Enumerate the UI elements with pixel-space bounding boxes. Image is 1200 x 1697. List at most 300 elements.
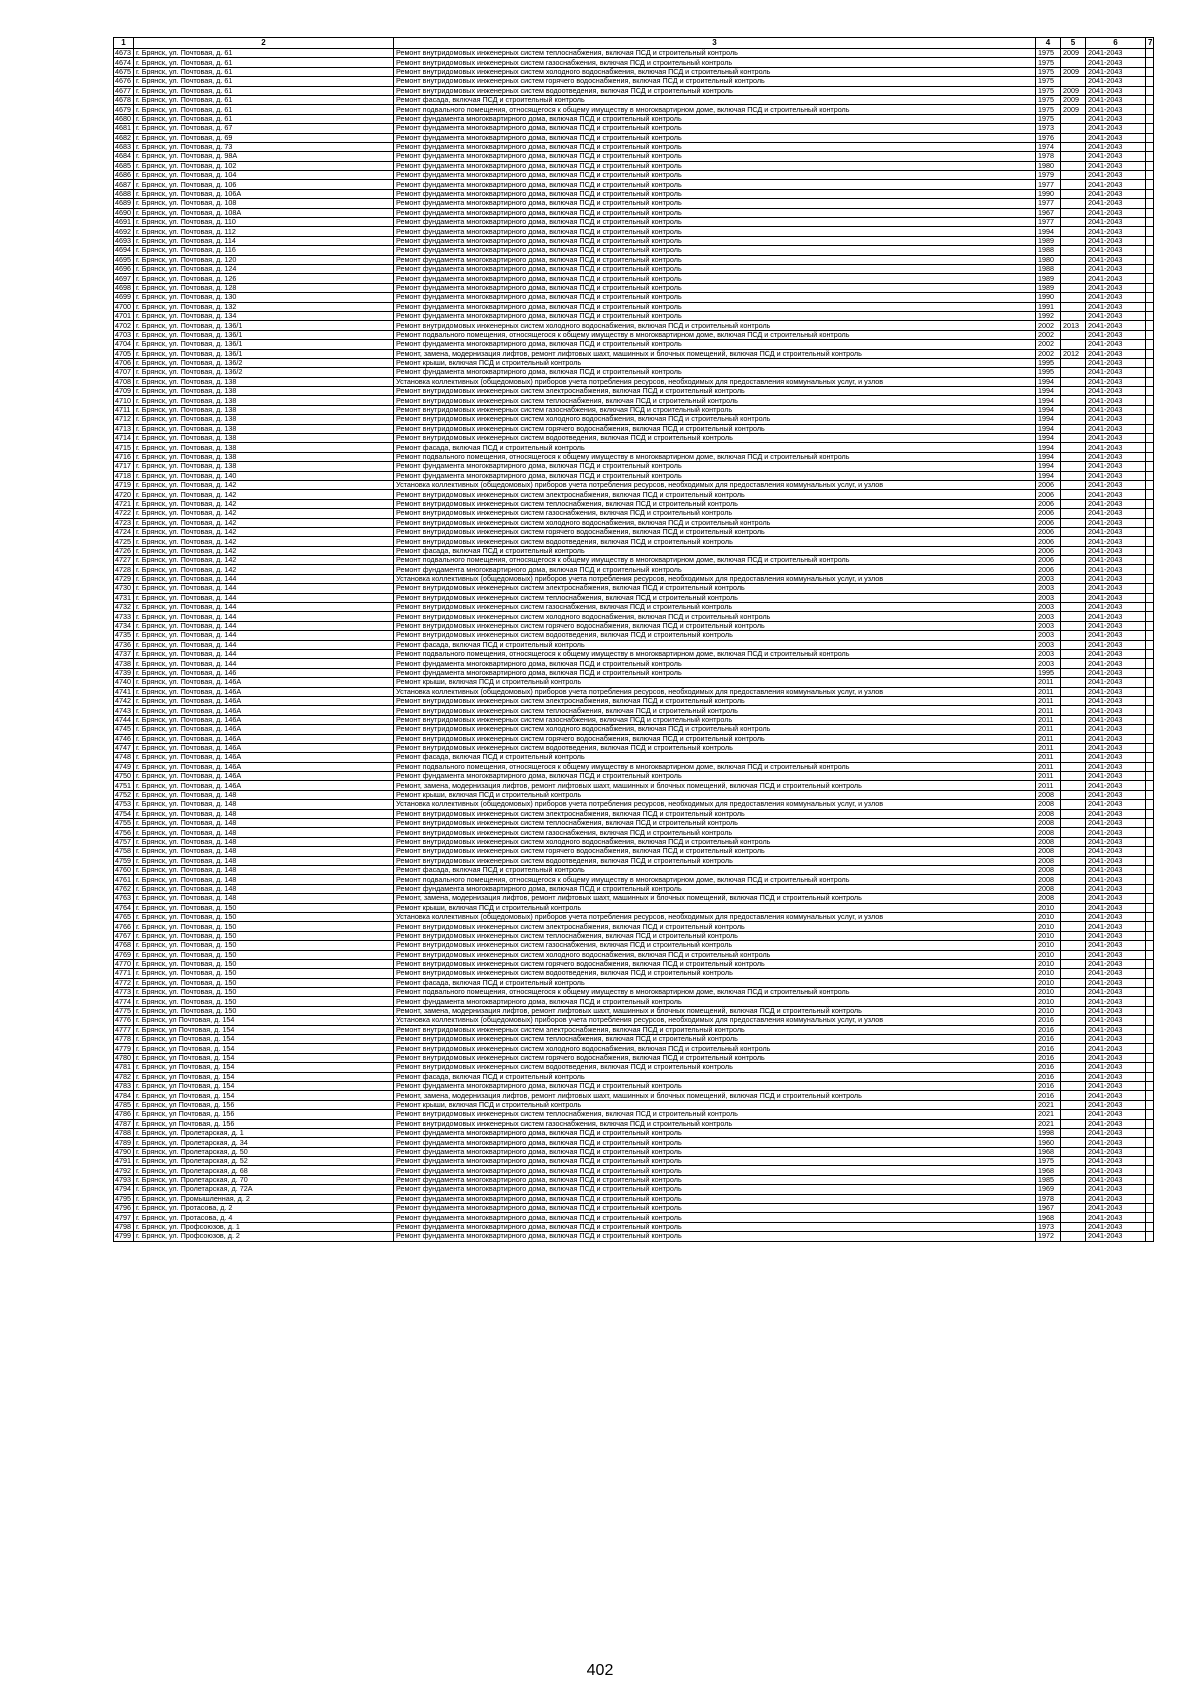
cell-planned-period: 2041-2043 bbox=[1086, 180, 1146, 189]
cell-note bbox=[1146, 396, 1154, 405]
cell-year-last-repair bbox=[1061, 77, 1086, 86]
cell-year-built: 1995 bbox=[1036, 368, 1061, 377]
cell-work-type: Ремонт фундамента многоквартирного дома, включая ПСД и строительный контроль bbox=[394, 180, 1036, 189]
cell-row-number: 4702 bbox=[114, 321, 134, 330]
cell-address: г. Брянск, ул. Почтовая, д. 126 bbox=[134, 274, 394, 283]
cell-note bbox=[1146, 349, 1154, 358]
cell-address: г. Брянск, ул. Почтовая, д. 144 bbox=[134, 659, 394, 668]
cell-year-built: 2010 bbox=[1036, 950, 1061, 959]
table-row bbox=[114, 941, 1154, 950]
cell-row-number: 4784 bbox=[114, 1091, 134, 1100]
cell-row-number: 4674 bbox=[114, 58, 134, 67]
cell-year-last-repair bbox=[1061, 969, 1086, 978]
cell-work-type: Ремонт крыши, включая ПСД и строительный контроль bbox=[394, 790, 1036, 799]
table-row bbox=[114, 368, 1154, 377]
cell-work-type: Ремонт внутридомовых инженерных систем холодного водоснабжения, включая ПСД и строительный контроль bbox=[394, 67, 1036, 76]
cell-planned-period: 2041-2043 bbox=[1086, 264, 1146, 273]
table-row bbox=[114, 255, 1154, 264]
cell-note bbox=[1146, 696, 1154, 705]
cell-work-type: Ремонт фундамента многоквартирного дома, включая ПСД и строительный контроль bbox=[394, 152, 1036, 161]
table-row bbox=[114, 180, 1154, 189]
cell-row-number: 4738 bbox=[114, 659, 134, 668]
cell-row-number: 4736 bbox=[114, 640, 134, 649]
cell-year-built: 2016 bbox=[1036, 1081, 1061, 1090]
cell-planned-period: 2041-2043 bbox=[1086, 790, 1146, 799]
table-row bbox=[114, 124, 1154, 133]
cell-address: г. Брянск, ул. Почтовая, д. 112 bbox=[134, 227, 394, 236]
cell-year-last-repair bbox=[1061, 311, 1086, 320]
cell-planned-period: 2041-2043 bbox=[1086, 941, 1146, 950]
cell-row-number: 4714 bbox=[114, 434, 134, 443]
cell-year-built: 2003 bbox=[1036, 593, 1061, 602]
table-row bbox=[114, 1035, 1154, 1044]
cell-address: г. Брянск, ул. Почтовая, д. 61 bbox=[134, 58, 394, 67]
cell-work-type: Ремонт подвального помещения, относящегося к общему имуществу в многоквартирном доме, включая ПСД и строительный контроль bbox=[394, 988, 1036, 997]
cell-planned-period: 2041-2043 bbox=[1086, 1063, 1146, 1072]
cell-year-built: 2008 bbox=[1036, 884, 1061, 893]
table-row bbox=[114, 725, 1154, 734]
cell-note bbox=[1146, 171, 1154, 180]
cell-note bbox=[1146, 105, 1154, 114]
cell-address: г. Брянск, ул. Почтовая, д. 67 bbox=[134, 124, 394, 133]
cell-note bbox=[1146, 1175, 1154, 1184]
cell-row-number: 4794 bbox=[114, 1185, 134, 1194]
cell-year-built: 1990 bbox=[1036, 189, 1061, 198]
cell-planned-period: 2041-2043 bbox=[1086, 894, 1146, 903]
cell-year-last-repair bbox=[1061, 499, 1086, 508]
cell-address: г. Брянск, ул. Почтовая, д. 150 bbox=[134, 912, 394, 921]
cell-address: г. Брянск, ул. Почтовая, д. 142 bbox=[134, 527, 394, 536]
cell-row-number: 4730 bbox=[114, 584, 134, 593]
cell-address: г. Брянск, ул Почтовая, д. 154 bbox=[134, 1063, 394, 1072]
table-row bbox=[114, 1044, 1154, 1053]
cell-planned-period: 2041-2043 bbox=[1086, 462, 1146, 471]
cell-note bbox=[1146, 480, 1154, 489]
cell-year-last-repair bbox=[1061, 640, 1086, 649]
cell-year-built: 1975 bbox=[1036, 1157, 1061, 1166]
cell-row-number: 4753 bbox=[114, 800, 134, 809]
cell-note bbox=[1146, 236, 1154, 245]
table-row bbox=[114, 1175, 1154, 1184]
cell-planned-period: 2041-2043 bbox=[1086, 1128, 1146, 1137]
cell-planned-period: 2041-2043 bbox=[1086, 95, 1146, 104]
cell-row-number: 4685 bbox=[114, 161, 134, 170]
cell-year-built: 2008 bbox=[1036, 809, 1061, 818]
cell-planned-period: 2041-2043 bbox=[1086, 678, 1146, 687]
cell-year-last-repair bbox=[1061, 1166, 1086, 1175]
cell-planned-period: 2041-2043 bbox=[1086, 922, 1146, 931]
table-row bbox=[114, 471, 1154, 480]
cell-work-type: Ремонт фундамента многоквартирного дома, включая ПСД и строительный контроль bbox=[394, 772, 1036, 781]
table-row bbox=[114, 171, 1154, 180]
cell-year-last-repair: 2013 bbox=[1061, 321, 1086, 330]
cell-address: г. Брянск, ул. Почтовая, д. 146А bbox=[134, 725, 394, 734]
cell-work-type: Ремонт фасада, включая ПСД и строительный контроль bbox=[394, 978, 1036, 987]
cell-note bbox=[1146, 884, 1154, 893]
cell-year-last-repair bbox=[1061, 800, 1086, 809]
table-row bbox=[114, 302, 1154, 311]
cell-row-number: 4749 bbox=[114, 762, 134, 771]
cell-year-built: 2003 bbox=[1036, 574, 1061, 583]
cell-work-type: Ремонт, замена, модернизация лифтов, ремонт лифтовых шахт, машинных и блочных помещений, включая ПСД и строительный контроль bbox=[394, 781, 1036, 790]
cell-address: г. Брянск, ул. Почтовая, д. 150 bbox=[134, 922, 394, 931]
cell-year-built: 2008 bbox=[1036, 865, 1061, 874]
table-row bbox=[114, 415, 1154, 424]
cell-year-last-repair bbox=[1061, 856, 1086, 865]
cell-year-last-repair bbox=[1061, 931, 1086, 940]
cell-year-built: 2003 bbox=[1036, 584, 1061, 593]
cell-year-built: 1994 bbox=[1036, 396, 1061, 405]
cell-planned-period: 2041-2043 bbox=[1086, 1053, 1146, 1062]
cell-planned-period: 2041-2043 bbox=[1086, 593, 1146, 602]
cell-planned-period: 2041-2043 bbox=[1086, 969, 1146, 978]
cell-work-type: Ремонт внутридомовых инженерных систем водоотведения, включая ПСД и строительный контроль bbox=[394, 631, 1036, 640]
cell-address: г. Брянск, ул. Почтовая, д. 61 bbox=[134, 67, 394, 76]
cell-year-built: 1994 bbox=[1036, 405, 1061, 414]
cell-year-last-repair bbox=[1061, 1072, 1086, 1081]
cell-row-number: 4718 bbox=[114, 471, 134, 480]
cell-work-type: Ремонт внутридомовых инженерных систем газоснабжения, включая ПСД и строительный контроль bbox=[394, 941, 1036, 950]
cell-address: г. Брянск, ул. Протасова, д. 4 bbox=[134, 1213, 394, 1222]
table-row bbox=[114, 58, 1154, 67]
table-row bbox=[114, 1081, 1154, 1090]
cell-note bbox=[1146, 865, 1154, 874]
cell-address: г. Брянск, ул. Почтовая, д. 61 bbox=[134, 77, 394, 86]
cell-row-number: 4703 bbox=[114, 330, 134, 339]
cell-note bbox=[1146, 58, 1154, 67]
cell-planned-period: 2041-2043 bbox=[1086, 734, 1146, 743]
cell-year-built: 1974 bbox=[1036, 142, 1061, 151]
cell-year-last-repair bbox=[1061, 1035, 1086, 1044]
cell-planned-period: 2041-2043 bbox=[1086, 912, 1146, 921]
cell-row-number: 4781 bbox=[114, 1063, 134, 1072]
cell-planned-period: 2041-2043 bbox=[1086, 1204, 1146, 1213]
cell-row-number: 4792 bbox=[114, 1166, 134, 1175]
cell-address: г. Брянск, ул. Почтовая, д. 146А bbox=[134, 678, 394, 687]
cell-work-type: Ремонт внутридомовых инженерных систем холодного водоснабжения, включая ПСД и строительный контроль bbox=[394, 415, 1036, 424]
cell-address: г. Брянск, ул. Почтовая, д. 144 bbox=[134, 584, 394, 593]
table-row bbox=[114, 349, 1154, 358]
cell-year-last-repair bbox=[1061, 1175, 1086, 1184]
cell-year-built: 1975 bbox=[1036, 86, 1061, 95]
cell-work-type: Ремонт внутридомовых инженерных систем водоотведения, включая ПСД и строительный контроль bbox=[394, 969, 1036, 978]
cell-planned-period: 2041-2043 bbox=[1086, 1166, 1146, 1175]
cell-planned-period: 2041-2043 bbox=[1086, 603, 1146, 612]
cell-address: г. Брянск, ул. Почтовая, д. 138 bbox=[134, 387, 394, 396]
cell-year-last-repair bbox=[1061, 912, 1086, 921]
cell-row-number: 4733 bbox=[114, 612, 134, 621]
cell-year-built: 1990 bbox=[1036, 293, 1061, 302]
cell-work-type: Ремонт фасада, включая ПСД и строительный контроль bbox=[394, 443, 1036, 452]
cell-note bbox=[1146, 1119, 1154, 1128]
cell-row-number: 4787 bbox=[114, 1119, 134, 1128]
cell-year-built: 1994 bbox=[1036, 377, 1061, 386]
cell-address: г. Брянск, ул Почтовая, д. 154 bbox=[134, 1016, 394, 1025]
cell-year-built: 1977 bbox=[1036, 199, 1061, 208]
cell-row-number: 4786 bbox=[114, 1110, 134, 1119]
table-row bbox=[114, 894, 1154, 903]
cell-address: г. Брянск, ул. Почтовая, д. 124 bbox=[134, 264, 394, 273]
table-row bbox=[114, 1213, 1154, 1222]
table-row bbox=[114, 405, 1154, 414]
cell-row-number: 4710 bbox=[114, 396, 134, 405]
cell-planned-period: 2041-2043 bbox=[1086, 283, 1146, 292]
table-row bbox=[114, 734, 1154, 743]
cell-work-type: Ремонт фундамента многоквартирного дома, включая ПСД и строительный контроль bbox=[394, 1222, 1036, 1231]
cell-work-type: Ремонт фундамента многоквартирного дома, включая ПСД и строительный контроль bbox=[394, 255, 1036, 264]
cell-year-built: 1995 bbox=[1036, 358, 1061, 367]
cell-address: г. Брянск, ул. Почтовая, д. 114 bbox=[134, 236, 394, 245]
cell-work-type: Ремонт крыши, включая ПСД и строительный контроль bbox=[394, 903, 1036, 912]
cell-work-type: Ремонт внутридомовых инженерных систем холодного водоснабжения, включая ПСД и строительный контроль bbox=[394, 725, 1036, 734]
table-row bbox=[114, 480, 1154, 489]
table-row bbox=[114, 903, 1154, 912]
cell-note bbox=[1146, 490, 1154, 499]
cell-address: г. Брянск, ул. Почтовая, д. 146А bbox=[134, 696, 394, 705]
cell-address: г. Брянск, ул. Почтовая, д. 61 bbox=[134, 49, 394, 58]
cell-note bbox=[1146, 762, 1154, 771]
cell-note bbox=[1146, 574, 1154, 583]
table-row bbox=[114, 490, 1154, 499]
cell-year-built: 2021 bbox=[1036, 1100, 1061, 1109]
cell-address: г. Брянск, ул. Почтовая, д. 144 bbox=[134, 631, 394, 640]
cell-year-built: 1979 bbox=[1036, 171, 1061, 180]
table-row bbox=[114, 236, 1154, 245]
cell-work-type: Установка коллективных (общедомовых) приборов учета потребления ресурсов, необходимых для предоставления коммунальных услуг, и узлов bbox=[394, 800, 1036, 809]
cell-year-built: 1968 bbox=[1036, 1166, 1061, 1175]
cell-note bbox=[1146, 556, 1154, 565]
cell-year-built: 2011 bbox=[1036, 715, 1061, 724]
cell-address: г. Брянск, ул. Почтовая, д. 144 bbox=[134, 603, 394, 612]
cell-year-last-repair bbox=[1061, 772, 1086, 781]
cell-row-number: 4791 bbox=[114, 1157, 134, 1166]
cell-year-built: 2003 bbox=[1036, 621, 1061, 630]
cell-year-built: 1975 bbox=[1036, 49, 1061, 58]
cell-note bbox=[1146, 1044, 1154, 1053]
cell-planned-period: 2041-2043 bbox=[1086, 781, 1146, 790]
cell-work-type: Ремонт внутридомовых инженерных систем теплоснабжения, включая ПСД и строительный контроль bbox=[394, 593, 1036, 602]
cell-year-built: 2011 bbox=[1036, 781, 1061, 790]
cell-year-last-repair bbox=[1061, 959, 1086, 968]
cell-planned-period: 2041-2043 bbox=[1086, 1025, 1146, 1034]
cell-work-type: Ремонт внутридомовых инженерных систем горячего водоснабжения, включая ПСД и строительный контроль bbox=[394, 847, 1036, 856]
cell-planned-period: 2041-2043 bbox=[1086, 800, 1146, 809]
cell-work-type: Установка коллективных (общедомовых) приборов учета потребления ресурсов, необходимых для предоставления коммунальных услуг, и узлов bbox=[394, 377, 1036, 386]
cell-work-type: Ремонт внутридомовых инженерных систем теплоснабжения, включая ПСД и строительный контроль bbox=[394, 706, 1036, 715]
table-row bbox=[114, 1016, 1154, 1025]
cell-planned-period: 2041-2043 bbox=[1086, 1147, 1146, 1156]
cell-year-built: 2011 bbox=[1036, 678, 1061, 687]
cell-planned-period: 2041-2043 bbox=[1086, 584, 1146, 593]
cell-note bbox=[1146, 546, 1154, 555]
table-row bbox=[114, 1147, 1154, 1156]
cell-row-number: 4706 bbox=[114, 358, 134, 367]
cell-note bbox=[1146, 67, 1154, 76]
cell-note bbox=[1146, 978, 1154, 987]
cell-work-type: Ремонт фундамента многоквартирного дома, включая ПСД и строительный контроль bbox=[394, 1147, 1036, 1156]
table-row bbox=[114, 603, 1154, 612]
cell-note bbox=[1146, 687, 1154, 696]
cell-note bbox=[1146, 650, 1154, 659]
cell-address: г. Брянск, ул. Почтовая, д. 146А bbox=[134, 687, 394, 696]
cell-address: г. Брянск, ул. Почтовая, д. 144 bbox=[134, 621, 394, 630]
cell-year-last-repair bbox=[1061, 565, 1086, 574]
cell-year-built: 2006 bbox=[1036, 527, 1061, 536]
cell-year-last-repair bbox=[1061, 1128, 1086, 1137]
cell-planned-period: 2041-2043 bbox=[1086, 189, 1146, 198]
cell-address: г. Брянск, ул. Почтовая, д. 136/1 bbox=[134, 340, 394, 349]
cell-note bbox=[1146, 499, 1154, 508]
cell-planned-period: 2041-2043 bbox=[1086, 499, 1146, 508]
table-row bbox=[114, 668, 1154, 677]
cell-year-built: 1994 bbox=[1036, 452, 1061, 461]
cell-planned-period: 2041-2043 bbox=[1086, 819, 1146, 828]
cell-row-number: 4764 bbox=[114, 903, 134, 912]
cell-year-last-repair bbox=[1061, 340, 1086, 349]
cell-work-type: Ремонт внутридомовых инженерных систем теплоснабжения, включая ПСД и строительный контроль bbox=[394, 1110, 1036, 1119]
cell-year-last-repair bbox=[1061, 650, 1086, 659]
cell-year-last-repair bbox=[1061, 293, 1086, 302]
table-row bbox=[114, 743, 1154, 752]
table-row bbox=[114, 819, 1154, 828]
table-row bbox=[114, 978, 1154, 987]
cell-note bbox=[1146, 434, 1154, 443]
cell-work-type: Ремонт фундамента многоквартирного дома, включая ПСД и строительный контроль bbox=[394, 311, 1036, 320]
cell-planned-period: 2041-2043 bbox=[1086, 58, 1146, 67]
cell-year-built: 2008 bbox=[1036, 894, 1061, 903]
cell-work-type: Ремонт крыши, включая ПСД и строительный контроль bbox=[394, 1100, 1036, 1109]
cell-work-type: Ремонт внутридомовых инженерных систем теплоснабжения, включая ПСД и строительный контроль bbox=[394, 499, 1036, 508]
header-col-7: 7 bbox=[1146, 38, 1154, 49]
header-col-1: 1 bbox=[114, 38, 134, 49]
cell-note bbox=[1146, 565, 1154, 574]
cell-planned-period: 2041-2043 bbox=[1086, 997, 1146, 1006]
cell-year-last-repair bbox=[1061, 1119, 1086, 1128]
cell-year-last-repair bbox=[1061, 377, 1086, 386]
cell-planned-period: 2041-2043 bbox=[1086, 124, 1146, 133]
cell-year-last-repair bbox=[1061, 462, 1086, 471]
cell-planned-period: 2041-2043 bbox=[1086, 856, 1146, 865]
cell-planned-period: 2041-2043 bbox=[1086, 349, 1146, 358]
cell-year-last-repair bbox=[1061, 884, 1086, 893]
cell-year-built: 2003 bbox=[1036, 631, 1061, 640]
cell-planned-period: 2041-2043 bbox=[1086, 311, 1146, 320]
cell-row-number: 4722 bbox=[114, 509, 134, 518]
cell-year-built: 2016 bbox=[1036, 1035, 1061, 1044]
cell-year-last-repair bbox=[1061, 255, 1086, 264]
cell-work-type: Ремонт фундамента многоквартирного дома, включая ПСД и строительный контроль bbox=[394, 293, 1036, 302]
cell-note bbox=[1146, 415, 1154, 424]
cell-work-type: Ремонт фундамента многоквартирного дома, включая ПСД и строительный контроль bbox=[394, 462, 1036, 471]
cell-address: г. Брянск, ул. Почтовая, д. 132 bbox=[134, 302, 394, 311]
cell-planned-period: 2041-2043 bbox=[1086, 1091, 1146, 1100]
table-row bbox=[114, 1204, 1154, 1213]
cell-year-last-repair bbox=[1061, 189, 1086, 198]
cell-year-built: 2002 bbox=[1036, 340, 1061, 349]
cell-row-number: 4746 bbox=[114, 734, 134, 743]
header-col-2: 2 bbox=[134, 38, 394, 49]
cell-address: г. Брянск, ул. Почтовая, д. 142 bbox=[134, 546, 394, 555]
table-row bbox=[114, 593, 1154, 602]
table-row bbox=[114, 1232, 1154, 1241]
cell-work-type: Ремонт фундамента многоквартирного дома, включая ПСД и строительный контроль bbox=[394, 218, 1036, 227]
cell-work-type: Ремонт фундамента многоквартирного дома, включая ПСД и строительный контроль bbox=[394, 161, 1036, 170]
cell-row-number: 4771 bbox=[114, 969, 134, 978]
table-row bbox=[114, 706, 1154, 715]
cell-row-number: 4731 bbox=[114, 593, 134, 602]
cell-note bbox=[1146, 1100, 1154, 1109]
cell-year-built: 2011 bbox=[1036, 696, 1061, 705]
cell-planned-period: 2041-2043 bbox=[1086, 199, 1146, 208]
cell-note bbox=[1146, 678, 1154, 687]
cell-row-number: 4783 bbox=[114, 1081, 134, 1090]
cell-year-last-repair bbox=[1061, 1025, 1086, 1034]
cell-address: г. Брянск, ул. Почтовая, д. 138 bbox=[134, 405, 394, 414]
cell-year-last-repair bbox=[1061, 171, 1086, 180]
cell-year-last-repair bbox=[1061, 903, 1086, 912]
cell-work-type: Ремонт внутридомовых инженерных систем водоотведения, включая ПСД и строительный контроль bbox=[394, 1063, 1036, 1072]
cell-year-built: 2021 bbox=[1036, 1119, 1061, 1128]
table-row bbox=[114, 67, 1154, 76]
table-row bbox=[114, 358, 1154, 367]
cell-planned-period: 2041-2043 bbox=[1086, 452, 1146, 461]
cell-note bbox=[1146, 753, 1154, 762]
cell-planned-period: 2041-2043 bbox=[1086, 809, 1146, 818]
cell-address: г. Брянск, ул. Почтовая, д. 61 bbox=[134, 86, 394, 95]
cell-address: г. Брянск, ул. Почтовая, д. 150 bbox=[134, 941, 394, 950]
cell-row-number: 4759 bbox=[114, 856, 134, 865]
table-row bbox=[114, 499, 1154, 508]
cell-work-type: Установка коллективных (общедомовых) приборов учета потребления ресурсов, необходимых для предоставления коммунальных услуг, и узлов bbox=[394, 480, 1036, 489]
cell-work-type: Ремонт внутридомовых инженерных систем холодного водоснабжения, включая ПСД и строительный контроль bbox=[394, 1044, 1036, 1053]
cell-planned-period: 2041-2043 bbox=[1086, 1222, 1146, 1231]
cell-row-number: 4715 bbox=[114, 443, 134, 452]
cell-address: г. Брянск, ул Почтовая, д. 156 bbox=[134, 1110, 394, 1119]
cell-work-type: Ремонт внутридомовых инженерных систем горячего водоснабжения, включая ПСД и строительный контроль bbox=[394, 1053, 1036, 1062]
cell-address: г. Брянск, ул. Почтовая, д. 108 bbox=[134, 199, 394, 208]
cell-year-last-repair bbox=[1061, 631, 1086, 640]
cell-address: г. Брянск, ул. Почтовая, д. 61 bbox=[134, 95, 394, 104]
cell-address: г. Брянск, ул. Почтовая, д. 98А bbox=[134, 152, 394, 161]
cell-year-built: 2006 bbox=[1036, 509, 1061, 518]
cell-work-type: Ремонт фундамента многоквартирного дома, включая ПСД и строительный контроль bbox=[394, 283, 1036, 292]
cell-row-number: 4776 bbox=[114, 1016, 134, 1025]
cell-year-built: 2011 bbox=[1036, 772, 1061, 781]
cell-year-built: 2016 bbox=[1036, 1063, 1061, 1072]
table-row bbox=[114, 1185, 1154, 1194]
cell-year-last-repair bbox=[1061, 696, 1086, 705]
cell-work-type: Ремонт внутридомовых инженерных систем газоснабжения, включая ПСД и строительный контроль bbox=[394, 58, 1036, 67]
cell-year-built: 1985 bbox=[1036, 1175, 1061, 1184]
cell-address: г. Брянск, ул. Почтовая, д. 136/2 bbox=[134, 358, 394, 367]
cell-row-number: 4761 bbox=[114, 875, 134, 884]
cell-address: г. Брянск, ул. Почтовая, д. 142 bbox=[134, 499, 394, 508]
cell-work-type: Ремонт фасада, включая ПСД и строительный контроль bbox=[394, 753, 1036, 762]
cell-row-number: 4699 bbox=[114, 293, 134, 302]
cell-note bbox=[1146, 1194, 1154, 1203]
cell-planned-period: 2041-2043 bbox=[1086, 565, 1146, 574]
cell-address: г. Брянск, ул Почтовая, д. 154 bbox=[134, 1035, 394, 1044]
cell-year-last-repair bbox=[1061, 668, 1086, 677]
cell-planned-period: 2041-2043 bbox=[1086, 1006, 1146, 1015]
cell-row-number: 4692 bbox=[114, 227, 134, 236]
cell-planned-period: 2041-2043 bbox=[1086, 612, 1146, 621]
cell-year-built: 1968 bbox=[1036, 1147, 1061, 1156]
cell-year-last-repair bbox=[1061, 1081, 1086, 1090]
cell-note bbox=[1146, 424, 1154, 433]
cell-note bbox=[1146, 1204, 1154, 1213]
cell-planned-period: 2041-2043 bbox=[1086, 396, 1146, 405]
